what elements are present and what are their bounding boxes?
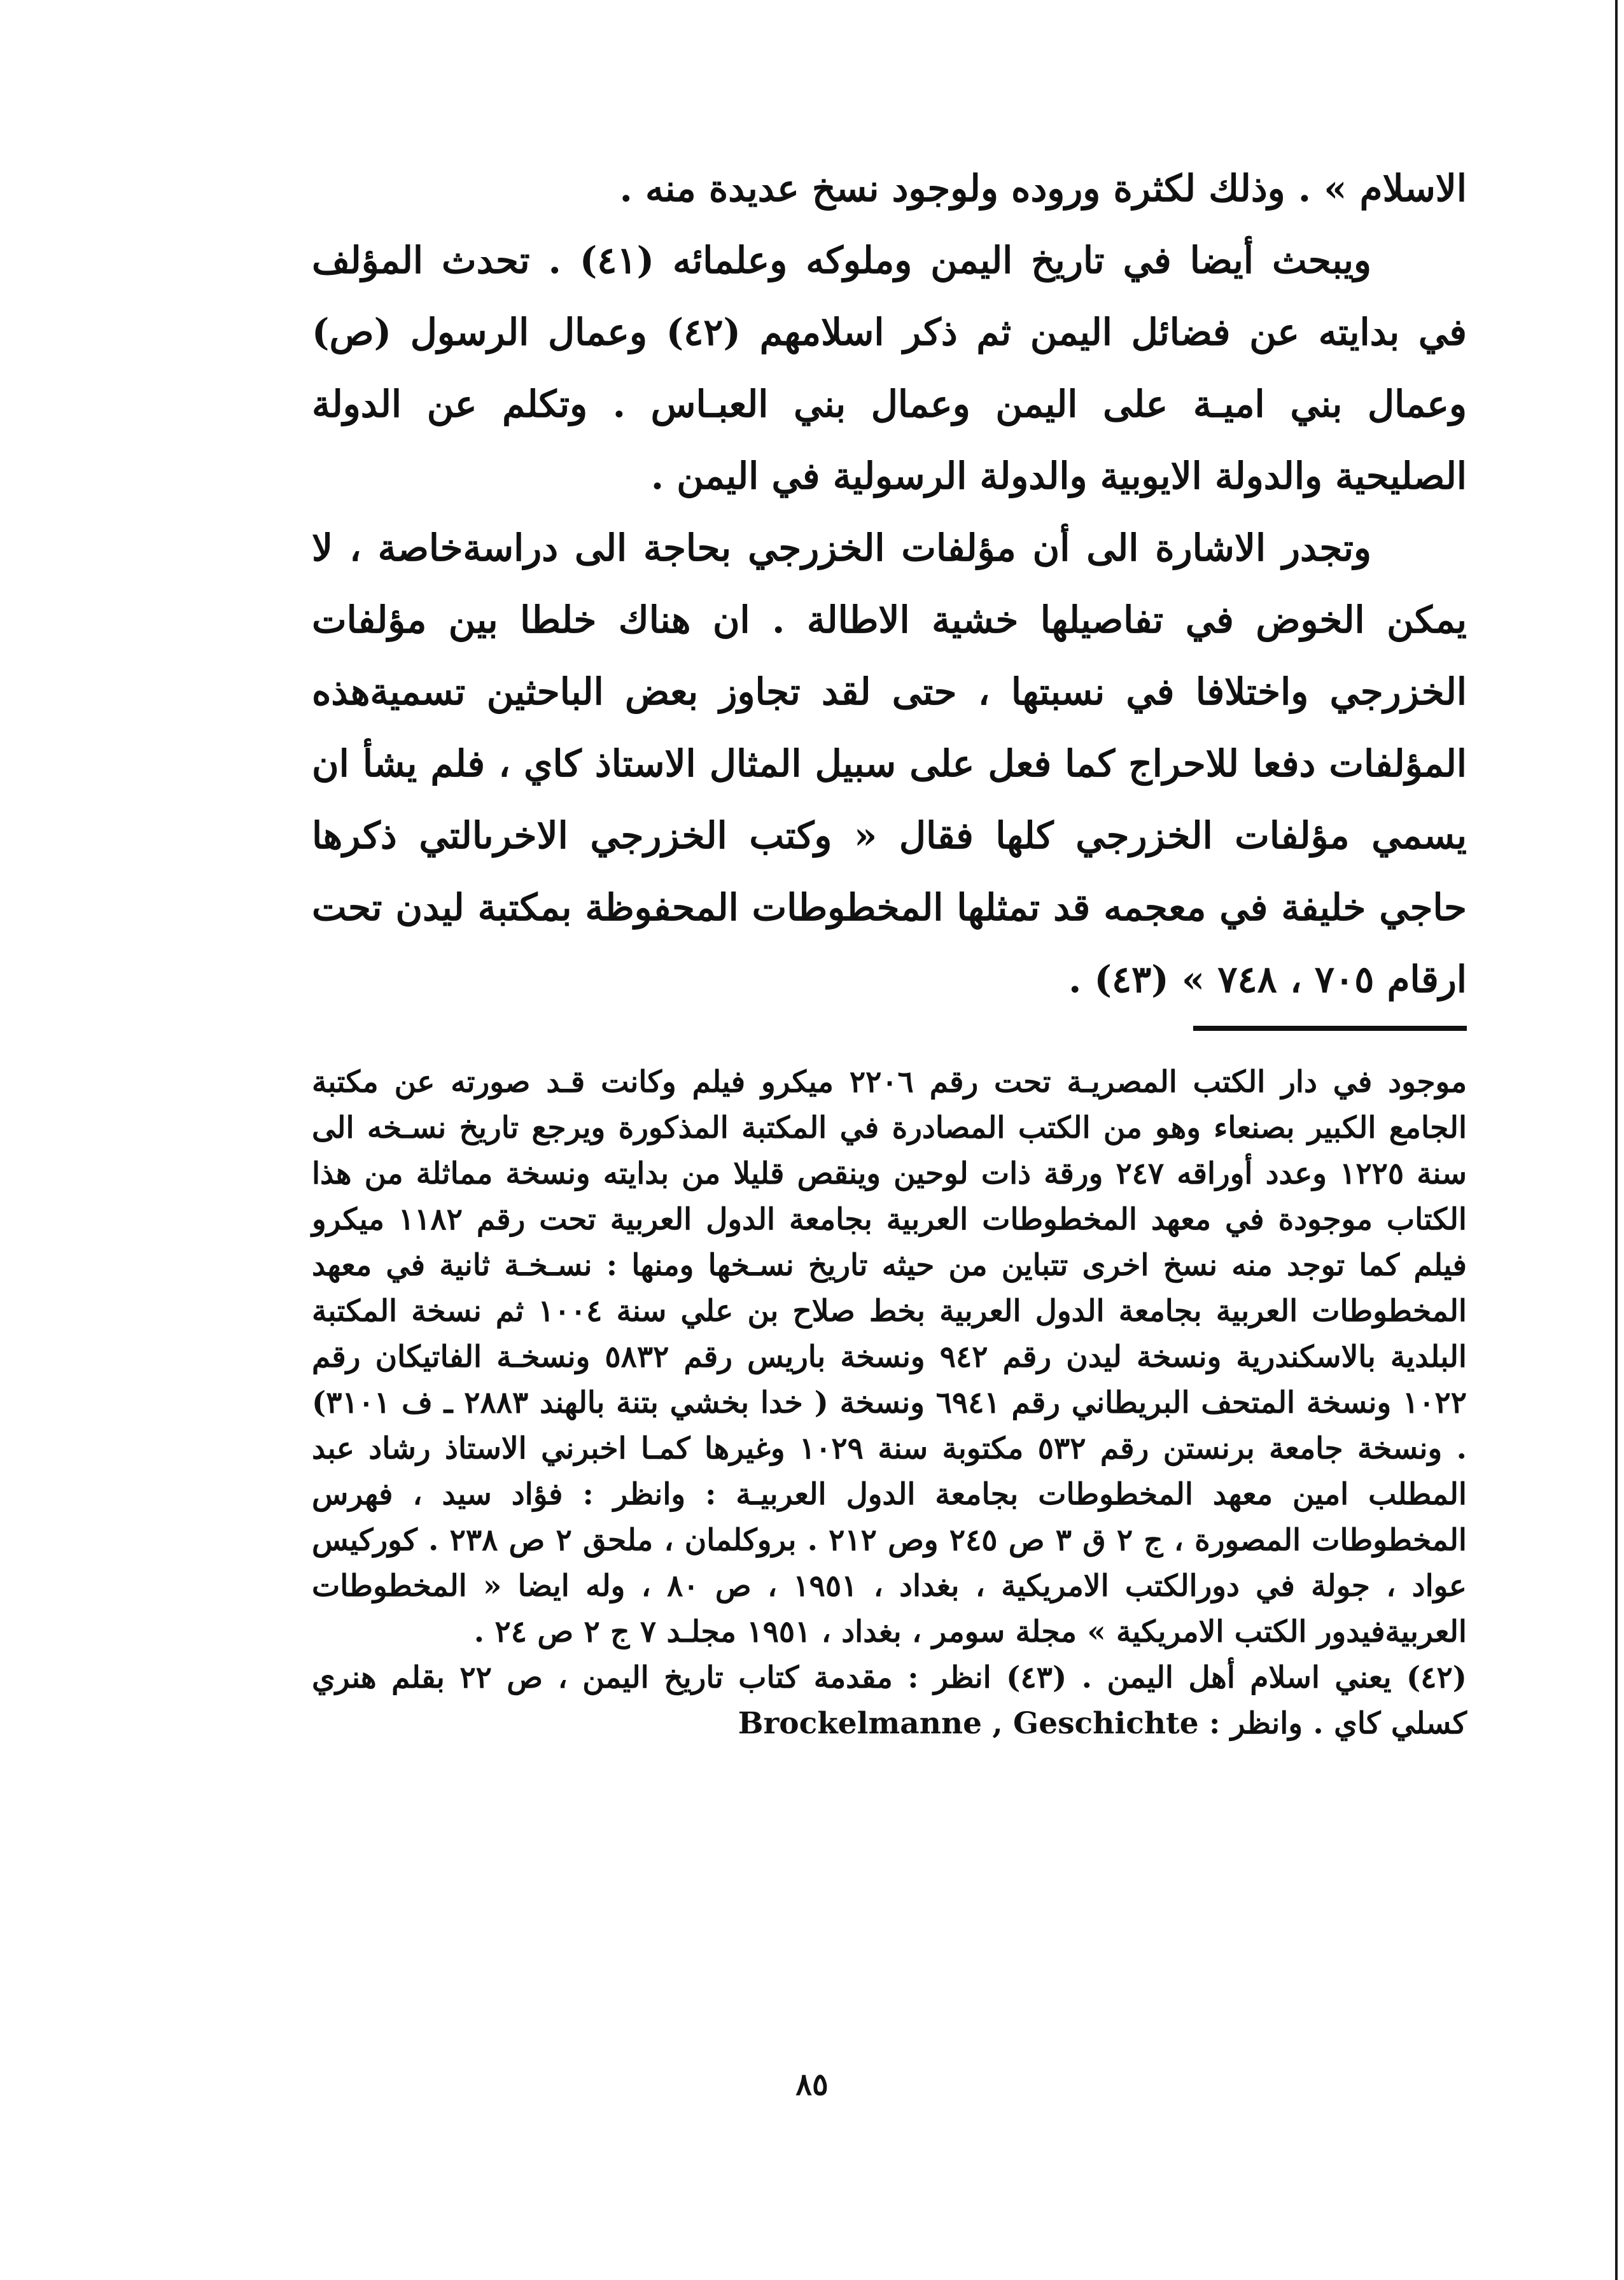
body-paragraph-2: ويبحث أيضا في تاريخ اليمن وملوكه وعلمائه (٤١) . تحدث المؤلف في بدايته عن فضائل اليمن ثم ذكر اسلامهم (٤٢) وعمال الرسول (ص) وعمال بني اميـة على اليمن وعمال بني العبـاس . وتكلم عن الدولة الصليحية والدولة الايوبية والدولة الرسولية في اليمن . (312, 239, 1467, 498)
footnote-paragraph-1: موجود في دار الكتب المصريـة تحت رقم ٢٢٠٦ ميكرو فيلم وكانت قـد صورته عن مكتبة الجامع الكبير بصنعاء وهو من الكتب المصادرة في المكتبة المذكورة ويرجع تاريخ نسـخه الى سنة ١٢٢٥ وعدد أوراقه ٢٤٧ ورقة ذات لوحين وينقص قليلا من بدايته ونسخة مماثلة من هذا الكتاب موجودة في معهد المخطوطات العربية بجامعة الدول العربية تحت رقم ١١٨٢ ميكرو فيلم كما توجد منه نسخ اخرى تتباين من حيثه تاريخ نسـخها ومنها : نسـخـة ثانية في معهد المخطوطات العربية بجامعة الدول العربية بخط صلاح بن علي سنة ١٠٠٤ ثم نسخة المكتبة البلدية بالاسكندرية ونسخة ليدن رقم ٩٤٢ ونسخة باريس رقم ٥٨٣٢ ونسخـة الفاتيكان رقم ١٠٢٢ ونسخة المتحف البريطاني رقم ٦٩٤١ ونسخة ( خدا بخشي بتنة بالهند ٢٨٨٣ ـ ف ٣١٠١) . ونسخة جامعة برنستن رقم ٥٣٢ مكتوبة سنة ١٠٢٩ وغيرها كمـا اخبرني الاستاذ رشاد عبد المطلب امين معهد المخطوطات بجامعة الدول العربيـة : وانظر : فؤاد سيد ، فهرس المخطوطات المصورة ، ج ٢ ق ٣ ص ٢٤٥ وص ٢١٢ . بروكلمان ، ملحق ٢ ص ٢٣٨ . كوركيس عواد ، جولة في دورالكتب الامريكية ، بغداد ، ١٩٥١ ، ص ٨٠ ، وله ايضا « المخطوطات العربيةفيدور الكتب الامريكية » مجلة سومر ، بغداد ، ١٩٥١ مجلـد ٧ ج ٢ ص ٢٤ . (312, 1065, 1467, 1649)
page-number: ٨٥ (795, 2067, 829, 2102)
page-edge-border (1615, 0, 1618, 2280)
footnote-separator (1193, 1026, 1467, 1031)
footnote-paragraph-2-text: (٤٢) يعني اسلام أهل اليمن . (٤٣) انظر : مقدمة كتاب تاريخ اليمن ، ص ٢٢ بقلم هنري كسلي كاي . وانظر : (312, 1660, 1467, 1741)
footnote-paragraph-2 (312, 1655, 1467, 1747)
body-paragraph-3: وتجدر الاشارة الى أن مؤلفات الخزرجي بحاجة الى دراسةخاصة ، لا يمكن الخوض في تفاصيلها خشية الاطالة . ان هناك خلطا بين مؤلفات الخزرجي واختلافا في نسبتها ، حتى لقد تجاوز بعض الباحثين تسميةهذه المؤلفات دفعا للاحراج كما فعل على سبيل المثال الاستاذ كاي ، فلم يشأ ان يسمي مؤلفات الخزرجي كلها فقال « وكتب الخزرجي الاخرىالتي ذكرها حاجي خليفة في معجمه قد تمثلها المخطوطات المحفوظة بمكتبة ليدن تحت ارقام ٧٠٥ ، ٧٤٨ » (٤٣) . (312, 526, 1467, 1001)
latin-reference: Brockelmanne , Geschichte (738, 1706, 1199, 1741)
footnotes-section (312, 1060, 1467, 1747)
body-paragraph-1: الاسلام » . وذلك لكثرة وروده ولوجود نسخ عديدة منه . (619, 167, 1467, 210)
main-body-text (312, 153, 1467, 1016)
